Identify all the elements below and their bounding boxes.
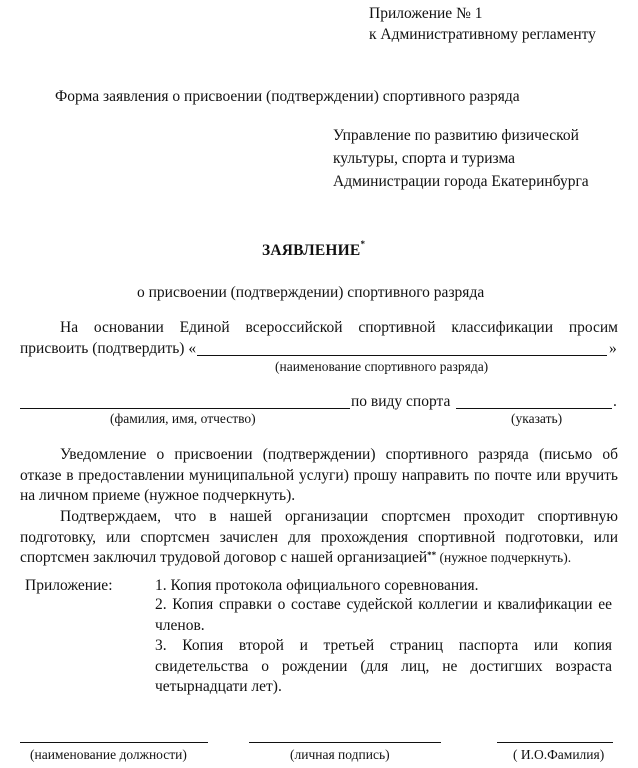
statement-title-text: ЗАЯВЛЕНИЕ <box>262 242 361 259</box>
sport-type-field[interactable] <box>456 408 612 409</box>
confirmation-suffix: (нужное подчеркнуть). <box>436 550 572 565</box>
attachment-item-1: 1. Копия протокола официального соревнования. <box>155 577 479 594</box>
attachment-item-3: 3. Копия второй и третьей страниц паспорта или копия свидетельства о рождении (для лиц, не достигших возраста четырнадцати лет). <box>155 637 612 695</box>
statement-subtitle: о присвоении (подтверждении) спортивного разряда <box>137 284 485 301</box>
name-hint: ( И.О.Фамилия) <box>513 747 605 762</box>
sport-rank-hint: (наименование спортивного разряда) <box>275 359 489 374</box>
position-field[interactable] <box>20 742 208 743</box>
signature-hint: (личная подпись) <box>290 747 390 762</box>
sport-type-hint: (указать) <box>511 411 563 426</box>
athlete-name-field[interactable] <box>20 408 350 409</box>
sport-rank-field[interactable] <box>197 355 607 356</box>
basis-line-1-text: На основании Единой всероссийской спортивной классификации просим <box>60 319 618 336</box>
attachment-item-2: 2. Копия справки о составе судейской коллегии и квалификации ее членов. <box>155 596 612 634</box>
basis-line-2-prefix: присвоить (подтвердить) « <box>20 340 197 357</box>
athlete-name-hint: (фамилия, имя, отчество) <box>110 411 256 426</box>
addressee-line-3: Администрации города Екатеринбурга <box>333 173 589 190</box>
confirmation-paragraph <box>20 507 618 569</box>
signature-field[interactable] <box>249 742 441 743</box>
sport-type-end-mark: . <box>613 393 617 410</box>
confirmation-mark: ** <box>427 550 437 560</box>
appendix-reference: к Административному регламенту <box>369 26 596 43</box>
appendix-number: Приложение № 1 <box>369 5 483 22</box>
attachments-label: Приложение: <box>25 577 113 594</box>
addressee-line-2: культуры, спорта и туризма <box>333 150 516 167</box>
sport-type-label: по виду спорта <box>351 393 451 410</box>
addressee-line-1: Управление по развитию физической <box>333 127 579 144</box>
confirmation-text: Подтверждаем, что в нашей организации спортсмен проходит спортивную подготовку, или спортсмен зачислен для прохождения спортивной подготовки, или спортсмен заключил трудовой договор с нашей организацией <box>20 508 618 566</box>
name-field[interactable] <box>497 742 613 743</box>
position-hint: (наименование должности) <box>30 747 187 762</box>
basis-line-1 <box>60 320 618 336</box>
statement-title <box>262 239 366 259</box>
basis-line-2-suffix: » <box>609 340 617 357</box>
statement-title-mark: * <box>360 239 366 249</box>
notification-paragraph: Уведомление о присвоении (подтверждении) спортивного разряда (письмо об отказе в предоставлении муниципальной услуги) прошу направить по почте или вручить на личном приеме (нужное подчеркнуть). <box>20 446 618 504</box>
form-title: Форма заявления о присвоении (подтверждении) спортивного разряда <box>55 88 520 105</box>
